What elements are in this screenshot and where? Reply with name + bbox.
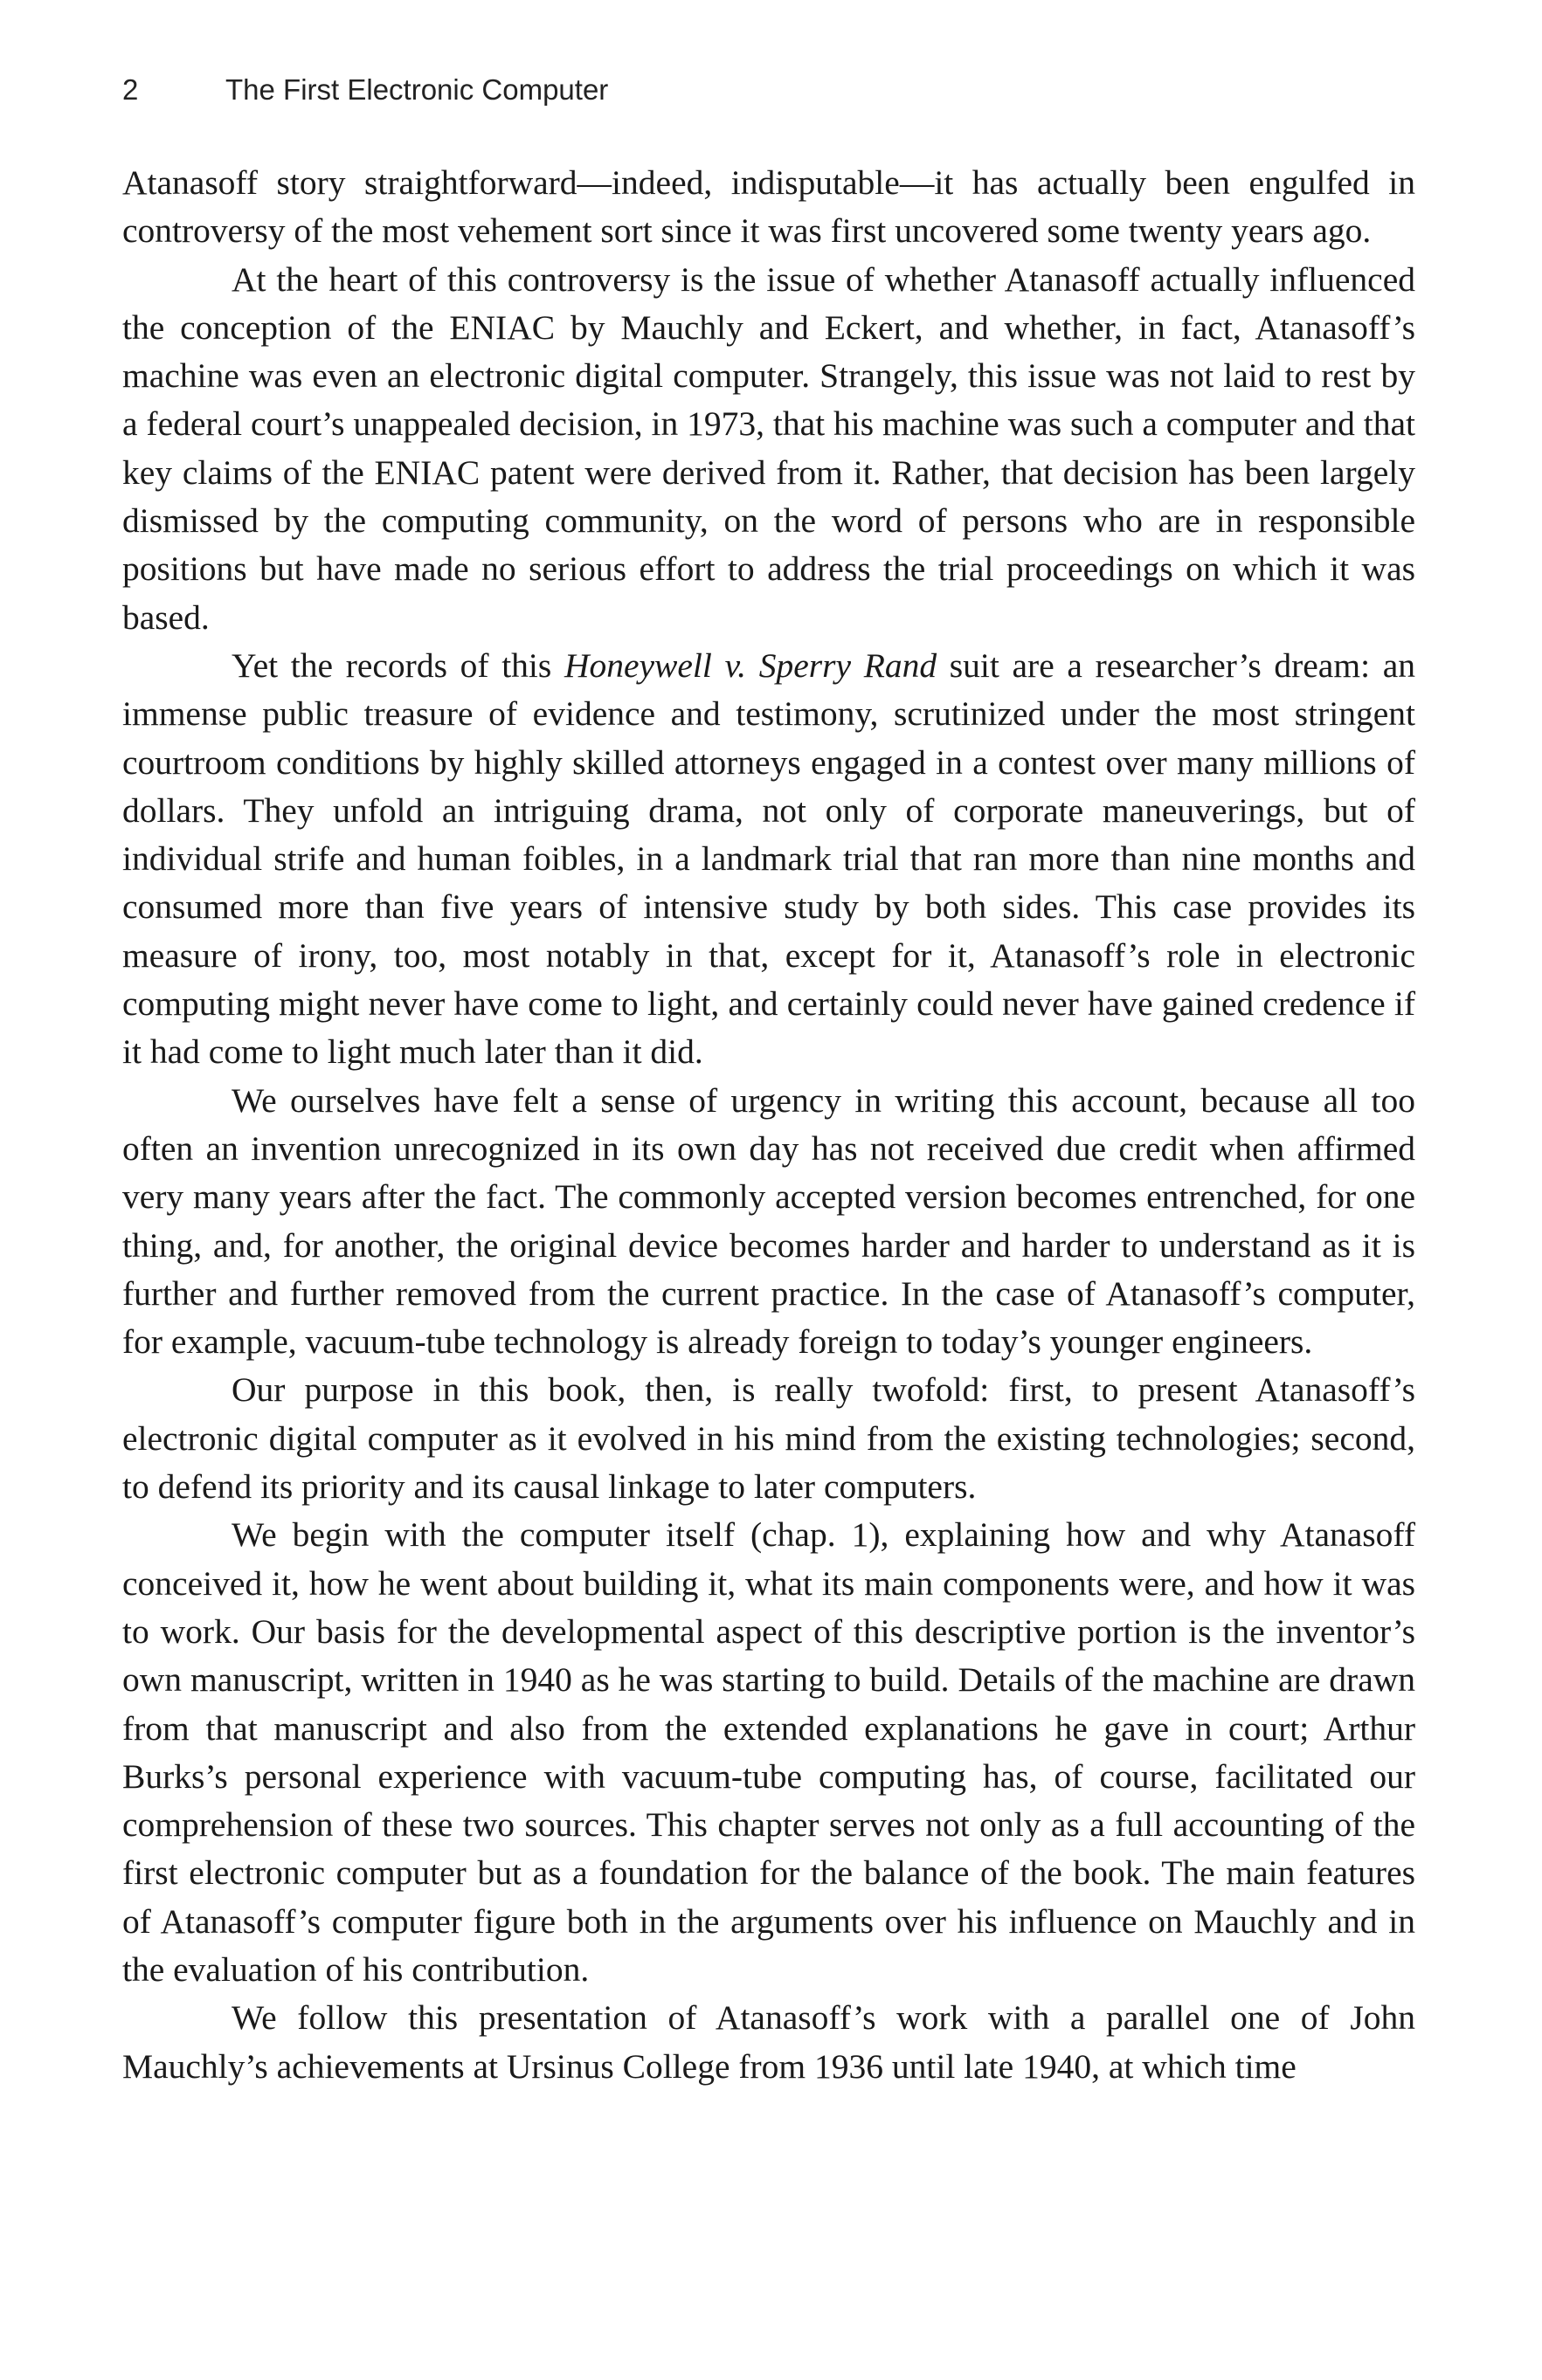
- paragraph: [122, 159, 1415, 256]
- paragraph: [122, 1366, 1415, 1511]
- running-head-title: The First Electronic Computer: [225, 73, 609, 106]
- paragraph-text: Our purpose in this book, then, is really twofold: first, to present Atanasoff’s electronic digital computer as it evolved in his mind from the existing technologies; second, to defend its priority and its causal linkage to later computers.: [122, 1370, 1415, 1507]
- case-name-italic: Honeywell v. Sperry Rand: [564, 645, 937, 685]
- paragraph-text: Atanasoff story straightforward—indeed, indisputable—it has actually been engulfed in controversy of the most vehement sort since it was first uncovered some twenty years ago.: [122, 163, 1415, 251]
- paragraph-text: We ourselves have felt a sense of urgency in writing this account, because all too often an invention unrecognized in its own day has not received due credit when affirmed very many years after the fact. The commonly accepted version becomes entrenched, for one thing, and, for another, the original device becomes harder and harder to understand as it is further and further removed from the current practice. In the case of Atanasoff’s computer, for example, vacuum-tube technology is already foreign to today’s younger engineers.: [122, 1080, 1415, 1362]
- paragraph: [122, 1511, 1415, 1994]
- paragraph: [122, 1994, 1415, 2091]
- paragraph-text: We begin with the computer itself (chap. 1), explaining how and why Atanasoff conceived it, how he went about building it, what its main components were, and how it was to work. Our basis for the developmental aspect of this descriptive portion is the inventor’s own manuscript, written in 1940 as he was starting to build. Details of the machine are drawn from that manuscript and also from the extended explanations he gave in court; Arthur Burks’s personal experience with vacuum-tube computing has, of course, facilitated our comprehension of these two sources. This chapter serves not only as a full accounting of the first electronic computer but as a foundation for the balance of the book. The main features of Atanasoff’s computer figure both in the arguments over his influence on Mauchly and in the evaluation of his contribution.: [122, 1515, 1415, 1989]
- paragraph-text: suit are a researcher’s dream: an immense public treasure of evidence and testimony, scrutinized under the most stringent courtroom conditions by highly skilled attorneys engaged in a contest over many millions of dollars. They unfold an intriguing drama, not only of corporate maneuverings, but of individual strife and human foibles, in a landmark trial that ran more than nine months and consumed more than five years of intensive study by both sides. This case provides its measure of irony, too, most notably in that, except for it, Atanasoff’s role in electronic computing might never have come to light, and certainly could never have gained credence if it had come to light much later than it did.: [122, 645, 1416, 1072]
- paragraph-text: At the heart of this controversy is the issue of whether Atanasoff actually influenced the conception of the ENIAC by Mauchly and Eckert, and whether, in fact, Atanasoff’s machine was even an electronic digital computer. Strangely, this issue was not laid to rest by a federal court’s unappealed decision, in 1973, that his machine was such a computer and that key claims of the ENIAC patent were derived from it. Rather, that decision has been largely dismissed by the computing community, on the word of persons who are in responsible positions but have made no serious effort to address the trial proceedings on which it was based.: [122, 259, 1415, 637]
- running-head: [122, 68, 608, 112]
- page-number: 2: [122, 73, 139, 106]
- body-text: [122, 159, 1415, 2091]
- paragraph-text: Yet the records of this: [232, 645, 564, 685]
- paragraph: [122, 256, 1415, 642]
- paragraph-text: We follow this presentation of Atanasoff’s work with a parallel one of John Mauchly’s achievements at Ursinus College from 1936 until late 1940, at which time: [122, 1998, 1415, 2086]
- paragraph: [122, 642, 1415, 1077]
- paragraph: [122, 1077, 1415, 1367]
